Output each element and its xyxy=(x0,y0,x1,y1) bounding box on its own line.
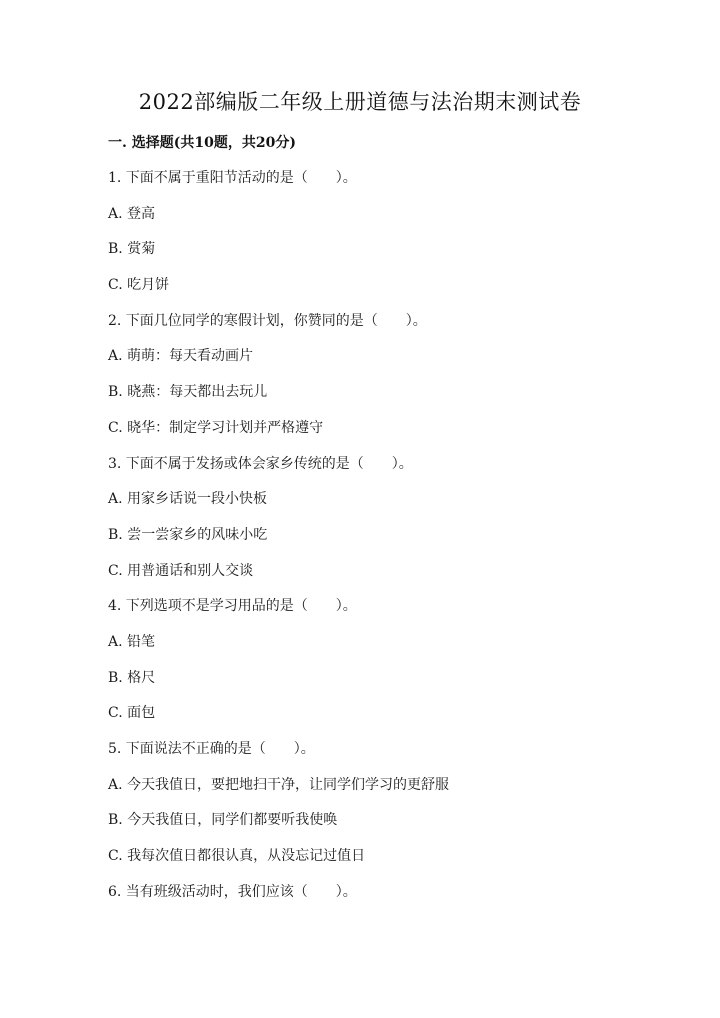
question-stem: 3. 下面不属于发扬或体会家乡传统的是（ ）。 xyxy=(108,455,413,472)
question-3 xyxy=(108,452,668,595)
option-b: B. 尝一尝家乡的风味小吃 xyxy=(108,526,268,543)
option-a: A. 铅笔 xyxy=(108,633,156,650)
option-a: A. 萌萌：每天看动画片 xyxy=(108,348,254,365)
option-c: C. 吃月饼 xyxy=(108,277,170,294)
option-a: A. 用家乡话说一段小快板 xyxy=(108,491,268,508)
option-a: A. 今天我值日，要把地扫干净，让同学们学习的更舒服 xyxy=(108,776,450,793)
option-c: C. 面包 xyxy=(108,705,156,722)
question-1 xyxy=(108,166,668,309)
option-c: C. 用普通话和别人交谈 xyxy=(108,562,254,579)
section-heading: 一. 选择题(共10题，共20分) xyxy=(108,135,296,151)
question-stem: 4. 下列选项不是学习用品的是（ ）。 xyxy=(108,598,357,615)
option-c: C. 晓华：制定学习计划并严格遵守 xyxy=(108,419,324,436)
question-6 xyxy=(108,880,668,916)
option-b: B. 晓燕：每天都出去玩儿 xyxy=(108,384,268,401)
page-title: 2022部编版二年级上册道德与法治期末测试卷 xyxy=(138,90,582,114)
option-b: B. 赏菊 xyxy=(108,241,156,258)
option-b: B. 格尺 xyxy=(108,669,156,686)
question-stem: 1. 下面不属于重阳节活动的是（ ）。 xyxy=(108,170,357,186)
question-stem: 6. 当有班级活动时，我们应该（ ）。 xyxy=(108,883,357,900)
option-b: B. 今天我值日，同学们都要听我使唤 xyxy=(108,812,338,829)
option-c: C. 我每次值日都很认真，从没忘记过值日 xyxy=(108,848,366,865)
question-stem: 2. 下面几位同学的寒假计划，你赞同的是（ ）。 xyxy=(108,312,427,329)
option-a: A. 登高 xyxy=(108,205,156,222)
question-2 xyxy=(108,309,668,452)
question-4 xyxy=(108,594,668,737)
question-list xyxy=(108,166,668,915)
question-stem: 5. 下面说法不正确的是（ ）。 xyxy=(108,741,315,757)
question-5 xyxy=(108,737,668,880)
